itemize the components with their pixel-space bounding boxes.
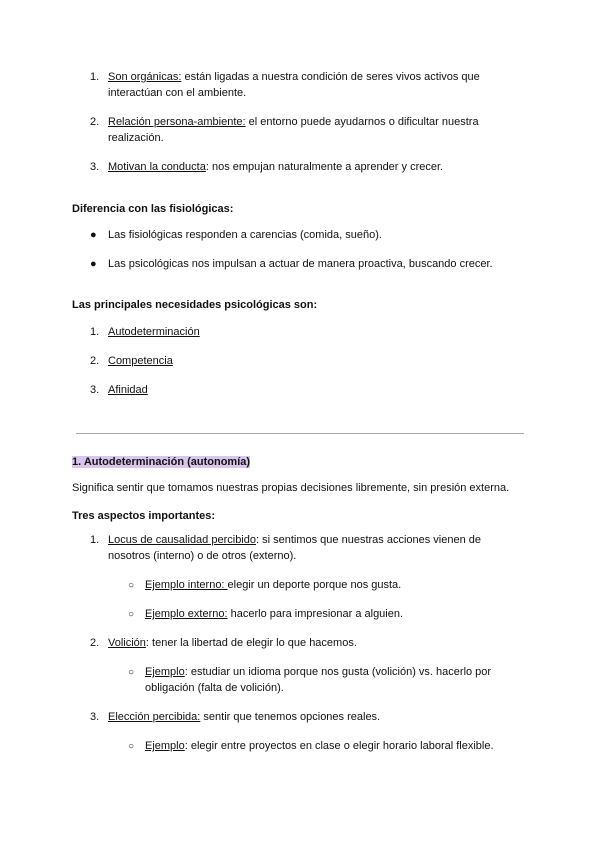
circle-bullet-icon: ○ (128, 580, 135, 591)
difference-heading: Diferencia con las fisiológicas: (72, 203, 234, 215)
principal-heading: Las principales necesidades psicológicas son: (72, 299, 318, 311)
document-page: 1. Son orgánicas: están ligadas a nuestra condición de seres vivos activos que interactúan con el ambiente. 2. Relación persona-ambiente: el entorno puede ayudarnos o dificultar nuestra realización. 3. Motivan la conducta: nos empujan naturalmente a aprender y crecer. Diferencia con las fisiológicas: ● Las fisiológicas responden a carencias (comida, sueño). ● Las psicológicas nos impulsan a actuar de manera proactiva, buscando crecer. Las principales necesidades psicológicas son: 1. Autodeterminación 2. Competencia 3. Afinidad 1. Autodeterminación (autonomía) Significa sentir que tomamos nuestras propias decisiones libremente, sin presión externa. Tres aspectos importantes: 1. Locus de causalidad percibido: si sentimos que nuestras acciones vienen de nosotros (interno) o de otros (externo). ○ Ejemplo interno: elegir un deporte porque nos gusta. ○ Ejemplo externo: hacerlo para impresionar a alguien. 2. Volición: tener la libertad de elegir lo que hacemos. ○ Ejemplo: estudiar un idioma porque nos gusta (volición) vs. hacerlo por obligación (falta de volición). 3. Elección percibida: sentir que tenemos opciones reales. ○ Ejemplo: elegir entre proyectos en clase o elegir horario laboral flexible. (0, 0, 600, 848)
link-autodeterminacion[interactable]: Autodeterminación (108, 326, 200, 338)
aspect-term: Elección percibida: (108, 711, 201, 723)
link-competencia[interactable]: Competencia (108, 355, 173, 367)
list-term: Motivan la conducta (108, 161, 206, 173)
circle-bullet-icon: ○ (128, 667, 135, 678)
aspect-term: Volición (108, 637, 146, 649)
section-intro: Significa sentir que tomamos nuestras propias decisiones libremente, sin presión externa. (72, 482, 510, 494)
horizontal-divider (76, 433, 524, 434)
bullet-icon: ● (90, 229, 97, 241)
aspects-heading: Tres aspectos importantes: (72, 510, 216, 522)
section-title: 1. Autodeterminación (autonomía) (72, 456, 251, 468)
link-afinidad[interactable]: Afinidad (108, 384, 148, 396)
circle-bullet-icon: ○ (128, 609, 135, 620)
list-term: Relación persona-ambiente: (108, 116, 246, 128)
circle-bullet-icon: ○ (128, 741, 135, 752)
list-term: Son orgánicas: (108, 71, 182, 83)
aspect-term: Locus de causalidad percibido (108, 534, 256, 546)
bullet-icon: ● (90, 258, 97, 270)
